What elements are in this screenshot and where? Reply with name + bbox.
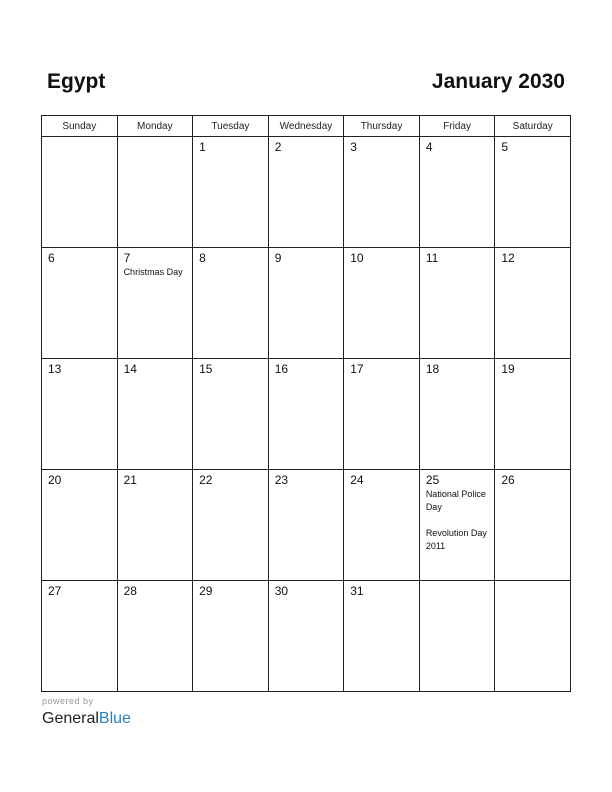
- day-cell-25: [419, 470, 495, 581]
- day-number: 21: [123, 473, 137, 487]
- day-cell-30: [268, 581, 344, 692]
- month-title: January 2030: [431, 70, 565, 93]
- day-number: 24: [350, 473, 364, 487]
- day-cell-6: [42, 248, 118, 359]
- day-cell-12: [495, 248, 571, 359]
- weekday-header-row: [42, 116, 571, 137]
- day-cell-26: [495, 470, 571, 581]
- weekday-header-thursday: Thursday: [344, 116, 420, 137]
- day-number: 27: [48, 584, 62, 598]
- day-cell-empty: [419, 581, 495, 692]
- day-cell-29: [193, 581, 269, 692]
- day-number: 5: [501, 140, 509, 154]
- day-number: 29: [199, 584, 213, 598]
- day-cell-11: [419, 248, 495, 359]
- day-cell-20: [42, 470, 118, 581]
- weekday-header-monday: Monday: [117, 116, 193, 137]
- day-cell-2: [268, 137, 344, 248]
- day-number: 22: [199, 473, 213, 487]
- day-number: 18: [425, 362, 440, 376]
- day-cell-22: [193, 470, 269, 581]
- day-number: 25: [425, 473, 440, 487]
- holiday-label: Christmas Day: [123, 267, 183, 277]
- holiday-label: Revolution Day 2011: [425, 528, 487, 551]
- holiday-label: National Police Day: [425, 489, 486, 512]
- day-number: 2: [274, 140, 282, 154]
- day-cell-9: [268, 248, 344, 359]
- weekday-header-friday: Friday: [419, 116, 495, 137]
- day-cell-3: [344, 137, 420, 248]
- day-cell-21: [117, 470, 193, 581]
- day-cell-4: [419, 137, 495, 248]
- day-number: 12: [501, 251, 515, 265]
- day-number: 4: [425, 140, 433, 154]
- weekday-header-wednesday: Wednesday: [268, 116, 344, 137]
- day-cell-15: [193, 359, 269, 470]
- day-cell-17: [344, 359, 420, 470]
- day-number: 15: [199, 362, 213, 376]
- day-number: 31: [350, 584, 364, 598]
- day-cell-23: [268, 470, 344, 581]
- day-cell-5: [495, 137, 571, 248]
- weekday-header-tuesday: Tuesday: [193, 116, 269, 137]
- day-number: 8: [199, 251, 206, 265]
- day-number: 16: [274, 362, 289, 376]
- day-cell-1: [193, 137, 269, 248]
- day-number: 9: [274, 251, 282, 265]
- day-number: 13: [48, 362, 62, 376]
- day-number: 7: [123, 251, 131, 265]
- brand-name-blue: Blue: [98, 710, 131, 727]
- powered-by-label: powered by: [42, 696, 94, 706]
- day-number: 11: [425, 251, 439, 265]
- day-cell-31: [344, 581, 420, 692]
- day-number: 19: [501, 362, 515, 376]
- day-cell-empty: [117, 137, 193, 248]
- day-number: 3: [350, 140, 357, 154]
- day-cell-18: [419, 359, 495, 470]
- week-row: [42, 359, 571, 470]
- day-number: 10: [350, 251, 364, 265]
- day-number: 28: [123, 584, 137, 598]
- day-cell-28: [117, 581, 193, 692]
- brand-logo: [42, 709, 131, 729]
- calendar-grid: [41, 115, 571, 692]
- day-number: 17: [350, 362, 364, 376]
- day-cell-13: [42, 359, 118, 470]
- day-cell-10: [344, 248, 420, 359]
- day-cell-19: [495, 359, 571, 470]
- day-number: 6: [48, 251, 55, 265]
- weekday-header-sunday: Sunday: [42, 116, 118, 137]
- day-number: 26: [501, 473, 515, 487]
- country-title: Egypt: [47, 70, 106, 93]
- week-row: [42, 137, 571, 248]
- day-cell-empty: [42, 137, 118, 248]
- week-row: [42, 248, 571, 359]
- branding: [42, 696, 131, 729]
- day-number: 30: [274, 584, 289, 598]
- day-number: 1: [199, 140, 206, 154]
- day-number: 14: [123, 362, 137, 376]
- calendar-body: [42, 137, 571, 692]
- day-cell-14: [117, 359, 193, 470]
- day-number: 23: [274, 473, 289, 487]
- day-cell-24: [344, 470, 420, 581]
- week-row: [42, 581, 571, 692]
- day-cell-empty: [495, 581, 571, 692]
- day-cell-27: [42, 581, 118, 692]
- day-cell-7: [117, 248, 193, 359]
- day-number: 20: [48, 473, 62, 487]
- day-cell-8: [193, 248, 269, 359]
- day-cell-16: [268, 359, 344, 470]
- week-row: [42, 470, 571, 581]
- brand-name-general: General: [42, 710, 99, 727]
- weekday-header-saturday: Saturday: [495, 116, 571, 137]
